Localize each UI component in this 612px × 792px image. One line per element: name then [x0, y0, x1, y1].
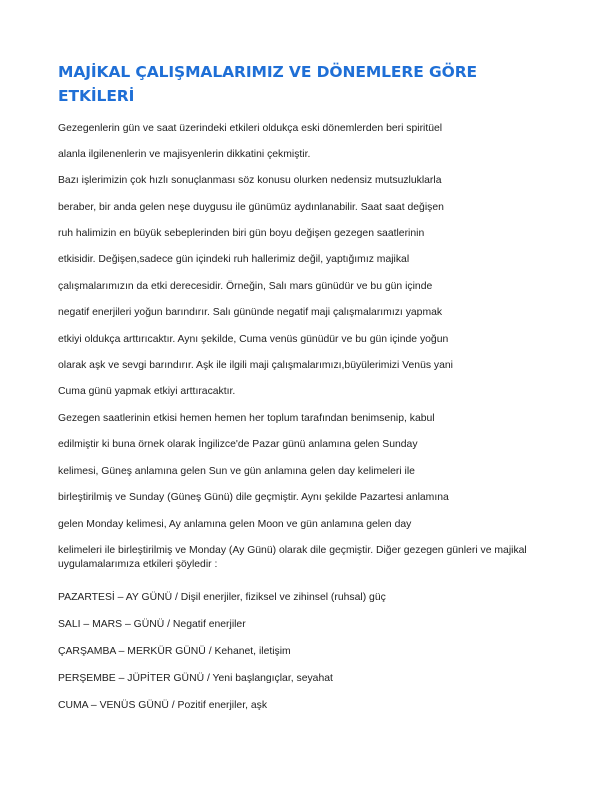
paragraph-line: olarak aşk ve sevgi barındırır. Aşk ile ilgili maji çalışmalarımızı,büyülerimizi Venüs yani: [58, 360, 453, 371]
day-list-item: PAZARTESİ – AY GÜNÜ / Dişil enerjiler, fiziksel ve zihinsel (ruhsal) güç: [58, 592, 386, 603]
paragraph-line: kelimeleri ile birleştirilmiş ve Monday (Ay Günü) olarak dile geçmiştir. Diğer gezegen günleri ve majikal uygulamalarımıza etkileri şöyledir :: [58, 545, 527, 570]
day-list-item: CUMA – VENÜS GÜNÜ / Pozitif enerjiler, aşk: [58, 700, 268, 711]
paragraph-line: negatif enerjileri yoğun barındırır. Salı gününde negatif maji çalışmalarımızı yapmak: [58, 307, 443, 318]
paragraph-line: gelen Monday kelimesi, Ay anlamına gelen Moon ve gün anlamına gelen day: [58, 519, 412, 530]
paragraph-line: birleştirilmiş ve Sunday (Güneş Günü) dile geçmiştir. Aynı şekilde Pazartesi anlamına: [58, 492, 449, 503]
day-list-item: ÇARŞAMBA – MERKÜR GÜNÜ / Kehanet, iletişim: [58, 646, 291, 657]
day-list-item: SALI – MARS – GÜNÜ / Negatif enerjiler: [58, 619, 246, 630]
paragraph-line: beraber, bir anda gelen neşe duygusu ile günümüz aydınlanabilir. Saat saat değişen: [58, 202, 444, 213]
paragraph-line: çalışmalarımızın da etki derecesidir. Örneğin, Salı mars günüdür ve bu gün içinde: [58, 281, 433, 292]
paragraph-line: edilmiştir ki buna örnek olarak İngilizce'de Pazar günü anlamına gelen Sunday: [58, 439, 418, 450]
page-title: MAJİKAL ÇALIŞMALARIMIZ VE DÖNEMLERE GÖRE ETKİLERİ: [58, 63, 478, 105]
paragraph-line: Bazı işlerimizin çok hızlı sonuçlanması söz konusu olurken nedensiz mutsuzluklarla: [58, 175, 442, 186]
paragraph-line: etkisidir. Değişen,sadece gün içindeki ruh hallerimiz değil, yaptığımız majikal: [58, 254, 410, 265]
paragraph-line: etkiyi oldukça arttırıcaktır. Aynı şekilde, Cuma venüs günüdür ve bu gün içinde yoğun: [58, 334, 449, 345]
paragraph-line: kelimesi, Güneş anlamına gelen Sun ve gün anlamına gelen day kelimeleri ile: [58, 466, 415, 477]
paragraph-line: Gezegen saatlerinin etkisi hemen hemen her toplum tarafından benimsenip, kabul: [58, 413, 435, 424]
day-list-item: PERŞEMBE – JÜPİTER GÜNÜ / Yeni başlangıçlar, seyahat: [58, 673, 333, 684]
paragraph-line: alanla ilgilenenlerin ve majisyenlerin dikkatini çekmiştir.: [58, 149, 311, 160]
paragraph-line: Cuma günü yapmak etkiyi arttıracaktır.: [58, 386, 236, 397]
paragraph-line: Gezegenlerin gün ve saat üzerindeki etkileri oldukça eski dönemlerden beri spiritüel: [58, 123, 443, 134]
paragraph-line: ruh halimizin en büyük sebeplerinden biri gün boyu değişen gezegen saatlerinin: [58, 228, 425, 239]
